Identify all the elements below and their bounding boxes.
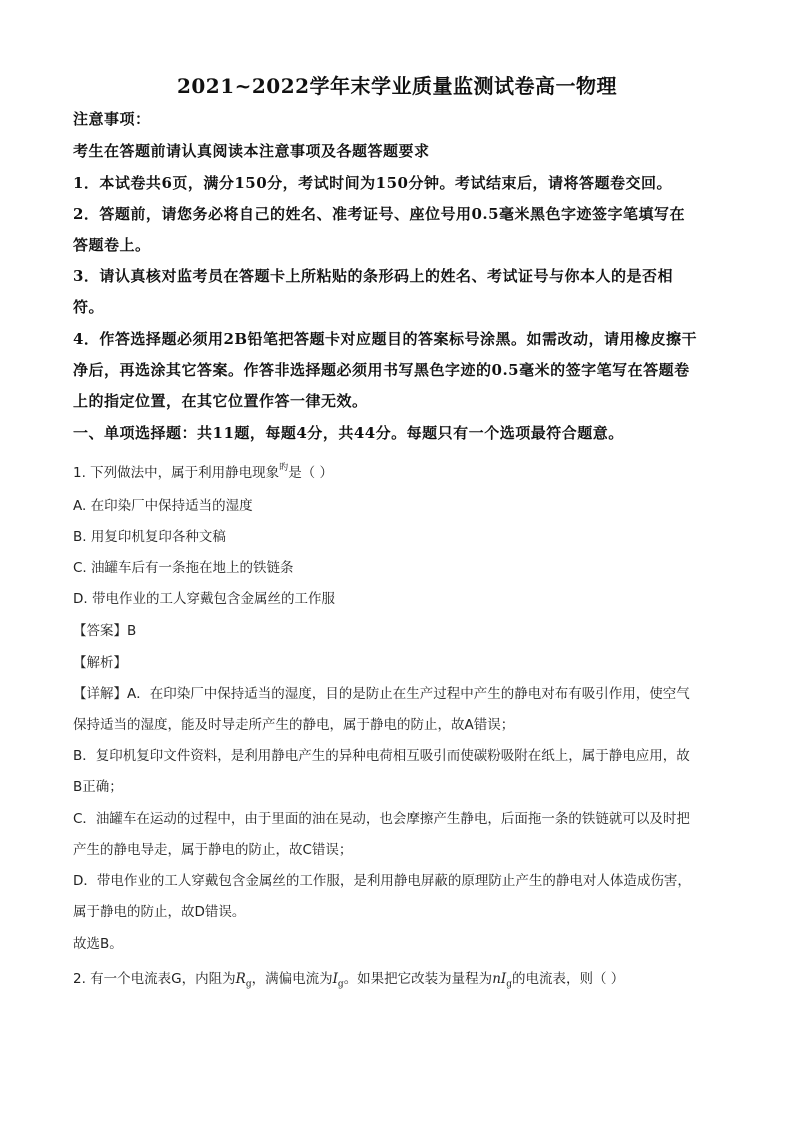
notice-item: 4．作答选择题必须用2B铅笔把答题卡对应题目的答案标号涂黑。如需改动，请用橡皮擦干 [73,330,698,348]
option-a: A. 在印染厂中保持适当的湿度 [73,498,253,514]
explanation-line: B正确； [73,779,123,795]
option-b: B. 用复印机复印各种文稿 [73,529,226,545]
page-title: 2021~2022学年末学业质量监测试卷高一物理 [176,74,618,98]
question-1-stem-start: 1. 下列做法中，属于利用静电现象 [73,465,280,481]
notice-item: 上的指定位置，在其它位置作答一律无效。 [73,392,368,410]
symbol-rg: $R_g$ [235,971,252,990]
question-1-stem-glyph: 旳 [279,463,289,473]
notice-item: 1．本试卷共6页，满分150分，考试时间为150分钟。考试结束后，请将答题卷交回。 [73,174,672,192]
question-1-stem [73,460,333,481]
notice-item: 答题卷上。 [73,236,151,254]
notice-item: 符。 [73,298,105,316]
notice-item: 3．请认真核对监考员在答题卡上所粘贴的条形码上的姓名、考试证号与你本人的是否相 [73,267,673,285]
section-heading: 一、单项选择题：共11题，每题4分，共44分。每题只有一个选项最符合题意。 [73,424,624,442]
notice-heading: 注意事项： [73,110,151,128]
symbol-ig: $I_g$ [332,971,344,990]
explanation-line: B．复印机复印文件资料，是利用静电产生的异种电荷相互吸引而使碳粉吸附在纸上，属于静电应用，故 [73,748,690,764]
explanation-line: 保持适当的湿度，能及时导走所产生的静电，属于静电的防止，故A错误； [73,717,515,733]
option-d: D. 带电作业的工人穿戴包含金属丝的工作服 [73,591,335,607]
explanation-line: D．带电作业的工人穿戴包含金属丝的工作服，是利用静电屏蔽的原理防止产生的静电对人体造成伤害， [73,873,691,889]
notice-item: 2．答题前，请您务必将自己的姓名、准考证号、座位号用0.5毫米黑色字迹签字笔填写在 [73,205,686,223]
question-2-text: ，满偏电流为 [251,971,333,987]
question-2-text: 2. 有一个电流表G，内阻为 [73,971,236,987]
explanation-line: 产生的静电导走，属于静电的防止，故C错误； [73,842,353,858]
explanation-line: 属于静电的防止，故D错误。 [73,904,246,920]
option-c: C. 油罐车后有一条拖在地上的铁链条 [73,560,294,576]
analysis-label: 【解析】 [73,655,127,671]
conclusion: 故选B。 [73,936,123,952]
question-2-text: 的电流表，则（ ） [512,971,625,987]
symbol-nig: $nI_g$ [492,971,512,990]
question-2-stem [73,967,624,990]
explanation-line: C．油罐车在运动的过程中，由于里面的油在晃动，也会摩擦产生静电，后面拖一条的铁链就可以及时把 [73,811,690,827]
question-1-stem-end: 是（ ） [288,465,333,481]
question-2-text: 。如果把它改装为量程为 [343,971,493,987]
notice-item: 净后，再选涂其它答案。作答非选择题必须用书写黑色字迹的0.5毫米的签字笔写在答题卷 [73,361,690,379]
notice-intro: 考生在答题前请认真阅读本注意事项及各题答题要求 [73,142,430,160]
explanation-line: 【详解】A．在印染厂中保持适当的湿度，目的是防止在生产过程中产生的静电对布有吸引作用，使空气 [73,686,690,702]
answer-label: 【答案】B [73,623,137,639]
